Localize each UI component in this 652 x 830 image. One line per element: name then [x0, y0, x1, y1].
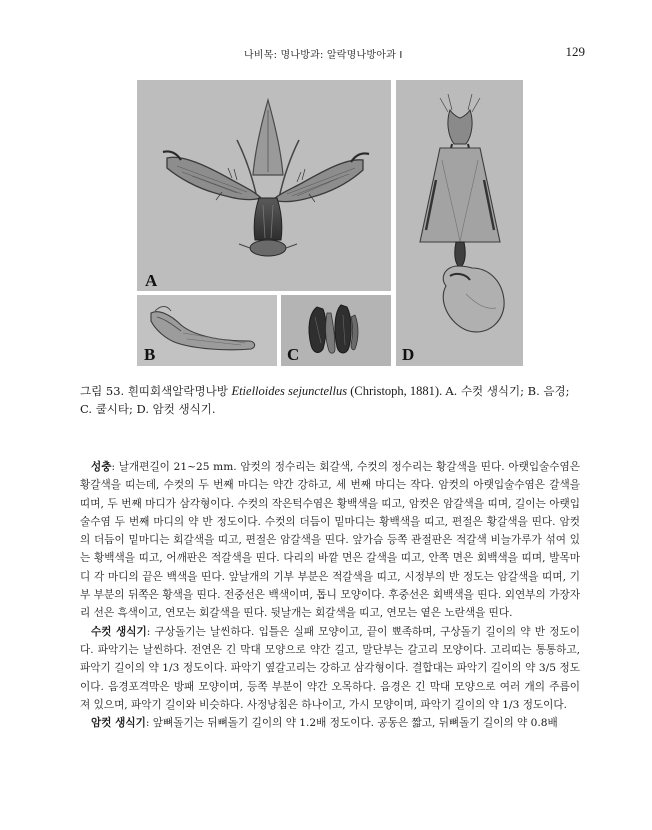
caption-prefix: 그림 53. 흰띠회색알락명나방 [80, 384, 232, 398]
label-adult: 성충 [91, 461, 112, 473]
figure-caption [80, 382, 580, 418]
female-genitalia-illustration [396, 80, 523, 366]
figure-plate-a [137, 80, 391, 291]
label-female-genitalia: 암컷 생식기 [91, 717, 146, 730]
running-header [0, 44, 652, 64]
page-number: 129 [565, 44, 585, 59]
aedeagus-illustration [137, 295, 277, 366]
paragraph-female-genitalia [80, 714, 580, 732]
figure-plate-d [396, 80, 523, 366]
figure-plate-b [137, 295, 277, 366]
figure-plate-c [281, 295, 391, 366]
male-genitalia-illustration [137, 80, 391, 291]
species-description [80, 458, 580, 732]
caption-legend: A. 수컷 생식기; B. 음경; C. 쿨시타; D. 암컷 생식기. [80, 384, 570, 416]
caption-scientific-name: Etielloides sejunctellus [231, 384, 348, 398]
plate-letter-c: C [287, 345, 300, 364]
plate-letter-d: D [402, 345, 415, 364]
paragraph-adult [80, 458, 580, 623]
plate-letter-b: B [144, 345, 156, 364]
running-title: 나비목: 명나방과: 알락명나방아과 I [244, 50, 403, 61]
caption-author: (Christoph, 1881). [347, 384, 446, 398]
plate-letter-a: A [145, 271, 158, 290]
label-male-genitalia: 수컷 생식기 [91, 625, 147, 638]
text-male-genitalia: : 구상돌기는 날씬하다. 입틀은 실패 모양이고, 끝이 뾰족하며, 구상돌기 길이의 약 반 정도이다. 파악기는 날씬하다. 전연은 긴 막대 모양으로 약간 길고, 말단부는 갈고리 모양이다. 고리띠는 통통하고, 파악기 길이의 약 1/3 정도이다. 파악기 옆갈고리는 강하고 삼각형이다. 결합대는 파악기 길이의 약 3/5 정도이다. 음경포격막은 방패 모양이며, 등쪽 부분이 약간 오목하다. 음경은 긴 막대 모양으로 여러 개의 주름이 져 있으며, 파악기 길이와 비슷하다. 사정낭침은 하나이고, 가시 모양이며, 파악기 길이의 약 1/3 정도이다. [80, 625, 580, 711]
text-female-genitalia: : 앞뼈돌기는 뒤뼈돌기 길이의 약 1.2배 정도이다. 공동은 짧고, 뒤뼈돌기 길이의 약 0.8배 [145, 717, 558, 730]
text-adult: : 날개편길이 21~25 mm. 암컷의 정수리는 회갈색, 수컷의 정수리는 황갈색을 띤다. 아랫입술수염은 황갈색을 띠는데, 수컷의 두 번째 마디는 약간 강하고, 세 번째 마디는 작다. 암컷의 아랫입술수염은 갈색을 띠며, 두 번째 마디가 삼각형이다. 수컷의 작은턱수염은 황백색을 띠고, 암컷은 암갈색을 띠며, 길이는 아랫입술수염 두 번째 마디의 약 반 정도이다. 수컷의 더듬이 밑마디는 황백색을 띠고, 편절은 황갈색을 띤다. 암컷의 더듬이 밑마디는 회갈색을 띠고, 편절은 암갈색을 띤다. 앞가슴 등쪽 관절판은 적갈색 비늘가루가 섞여 있는 황백색을 띠고, 어깨판은 적갈색을 띤다. 다리의 바깥 면은 갈색을 띠고, 안쪽 면은 회백색을 띠며, 발목마디 각 마디의 끝은 백색을 띤다. 앞날개의 기부 부분은 적갈색을 띠고, 시정부의 반 정도는 암갈색을 띠며, 기부 부분의 뒤쪽은 황색을 띤다. 전중선은 백색이며, 톱니 모양이다. 후중선은 회백색을 띤다. 외연부의 가장자리 선은 흑색이고, 연모는 회갈색을 띤다. 뒷날개는 회갈색을 띠고, 연모는 옅은 노란색을 띤다. [80, 461, 580, 620]
paragraph-male-genitalia [80, 623, 580, 714]
